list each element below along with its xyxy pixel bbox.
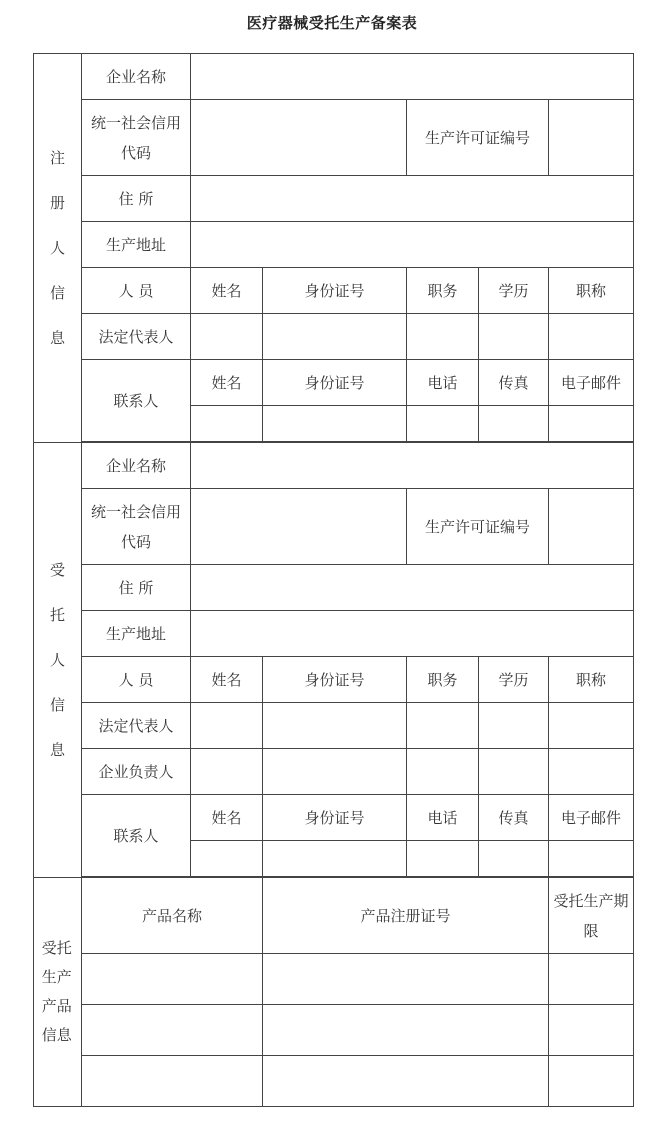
trustee-residence-field[interactable] bbox=[191, 565, 634, 611]
product-row-2-name-field[interactable] bbox=[82, 1005, 263, 1056]
trustee-company-head-position-field[interactable] bbox=[407, 749, 479, 795]
product-header-name: 产品名称 bbox=[82, 878, 263, 954]
registrant-residence-label: 住 所 bbox=[82, 176, 191, 222]
registrant-production-address-label: 生产地址 bbox=[82, 222, 191, 268]
registrant-contact-id-field[interactable] bbox=[263, 406, 407, 442]
form-title: 医疗器械受托生产备案表 bbox=[246, 14, 418, 32]
product-header-reg-no: 产品注册证号 bbox=[263, 878, 549, 954]
trustee-legal-rep-position-field[interactable] bbox=[407, 703, 479, 749]
trustee-legal-rep-name-field[interactable] bbox=[191, 703, 263, 749]
trustee-legal-rep-label: 法定代表人 bbox=[82, 703, 191, 749]
registrant-company-name-field[interactable] bbox=[191, 54, 634, 100]
product-row-1-reg-no-field[interactable] bbox=[263, 954, 549, 1005]
trustee-contact-header-id: 身份证号 bbox=[263, 795, 407, 841]
registrant-legal-rep-name-field[interactable] bbox=[191, 314, 263, 360]
registrant-legal-rep-title-field[interactable] bbox=[549, 314, 634, 360]
trustee-company-head-title-field[interactable] bbox=[549, 749, 634, 795]
registrant-section-label: 注册人信息 bbox=[34, 54, 82, 443]
registrant-contact-header-fax: 传真 bbox=[479, 360, 549, 406]
trustee-production-address-field[interactable] bbox=[191, 611, 634, 657]
trustee-contact-name-field[interactable] bbox=[191, 841, 263, 877]
trustee-contact-fax-field[interactable] bbox=[479, 841, 549, 877]
trustee-company-name-field[interactable] bbox=[191, 443, 634, 489]
registrant-legal-rep-label: 法定代表人 bbox=[82, 314, 191, 360]
trustee-company-head-label: 企业负责人 bbox=[82, 749, 191, 795]
trustee-legal-rep-id-field[interactable] bbox=[263, 703, 407, 749]
trustee-legal-rep-education-field[interactable] bbox=[479, 703, 549, 749]
registrant-legal-rep-education-field[interactable] bbox=[479, 314, 549, 360]
trustee-header-title: 职称 bbox=[549, 657, 634, 703]
trustee-legal-rep-title-field[interactable] bbox=[549, 703, 634, 749]
registrant-license-no-field[interactable] bbox=[549, 100, 634, 176]
registrant-contact-header-name: 姓名 bbox=[191, 360, 263, 406]
trustee-license-no-label: 生产许可证编号 bbox=[407, 489, 549, 565]
trustee-header-id: 身份证号 bbox=[263, 657, 407, 703]
registrant-header-position: 职务 bbox=[407, 268, 479, 314]
trustee-header-education: 学历 bbox=[479, 657, 549, 703]
trustee-company-head-name-field[interactable] bbox=[191, 749, 263, 795]
product-row-1-period-field[interactable] bbox=[549, 954, 634, 1005]
registrant-company-name-label: 企业名称 bbox=[82, 54, 191, 100]
trustee-license-no-field[interactable] bbox=[549, 489, 634, 565]
registrant-contact-name-field[interactable] bbox=[191, 406, 263, 442]
product-row-2-reg-no-field[interactable] bbox=[263, 1005, 549, 1056]
trustee-contact-phone-field[interactable] bbox=[407, 841, 479, 877]
registrant-contact-fax-field[interactable] bbox=[479, 406, 549, 442]
trustee-header-position: 职务 bbox=[407, 657, 479, 703]
trustee-contact-header-fax: 传真 bbox=[479, 795, 549, 841]
registrant-personnel-label: 人 员 bbox=[82, 268, 191, 314]
product-row-3-period-field[interactable] bbox=[549, 1056, 634, 1107]
registrant-contact-label: 联系人 bbox=[82, 360, 191, 442]
registrant-header-name: 姓名 bbox=[191, 268, 263, 314]
trustee-company-name-label: 企业名称 bbox=[82, 443, 191, 489]
trustee-company-head-id-field[interactable] bbox=[263, 749, 407, 795]
registrant-header-id: 身份证号 bbox=[263, 268, 407, 314]
trustee-contact-email-field[interactable] bbox=[549, 841, 634, 877]
registrant-production-address-field[interactable] bbox=[191, 222, 634, 268]
registrant-contact-phone-field[interactable] bbox=[407, 406, 479, 442]
registrant-residence-field[interactable] bbox=[191, 176, 634, 222]
registrant-header-title: 职称 bbox=[549, 268, 634, 314]
product-section-label: 受托生产产品信息 bbox=[34, 878, 82, 1107]
trustee-contact-label: 联系人 bbox=[82, 795, 191, 877]
product-row-3-reg-no-field[interactable] bbox=[263, 1056, 549, 1107]
registrant-legal-rep-id-field[interactable] bbox=[263, 314, 407, 360]
trustee-contact-header-email: 电子邮件 bbox=[549, 795, 634, 841]
registrant-contact-header-id: 身份证号 bbox=[263, 360, 407, 406]
product-header-period: 受托生产期限 bbox=[549, 878, 634, 954]
trustee-contact-header-name: 姓名 bbox=[191, 795, 263, 841]
trustee-residence-label: 住 所 bbox=[82, 565, 191, 611]
filing-form-table bbox=[33, 53, 634, 1107]
registrant-header-education: 学历 bbox=[479, 268, 549, 314]
registrant-legal-rep-position-field[interactable] bbox=[407, 314, 479, 360]
trustee-section-label: 受托人信息 bbox=[34, 443, 82, 878]
registrant-credit-code-field[interactable] bbox=[191, 100, 407, 176]
trustee-credit-code-label: 统一社会信用代码 bbox=[82, 489, 191, 565]
trustee-contact-id-field[interactable] bbox=[263, 841, 407, 877]
product-row-2-period-field[interactable] bbox=[549, 1005, 634, 1056]
product-row-1-name-field[interactable] bbox=[82, 954, 263, 1005]
registrant-license-no-label: 生产许可证编号 bbox=[407, 100, 549, 176]
registrant-contact-email-field[interactable] bbox=[549, 406, 634, 442]
product-row-3-name-field[interactable] bbox=[82, 1056, 263, 1107]
trustee-header-name: 姓名 bbox=[191, 657, 263, 703]
trustee-contact-header-phone: 电话 bbox=[407, 795, 479, 841]
registrant-contact-header-phone: 电话 bbox=[407, 360, 479, 406]
trustee-credit-code-field[interactable] bbox=[191, 489, 407, 565]
registrant-credit-code-label: 统一社会信用代码 bbox=[82, 100, 191, 176]
trustee-personnel-label: 人 员 bbox=[82, 657, 191, 703]
trustee-company-head-education-field[interactable] bbox=[479, 749, 549, 795]
registrant-contact-header-email: 电子邮件 bbox=[549, 360, 634, 406]
trustee-production-address-label: 生产地址 bbox=[82, 611, 191, 657]
